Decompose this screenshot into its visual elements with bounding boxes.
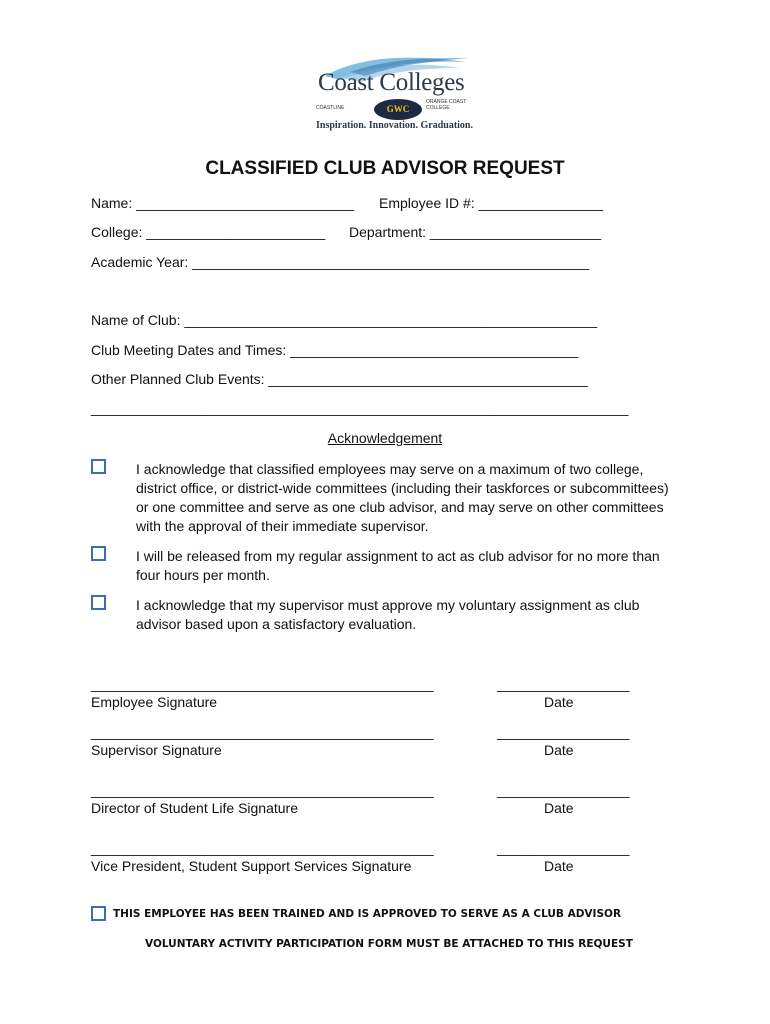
employee-date-label: Date — [544, 694, 574, 710]
department-field[interactable]: Department: ______________________ — [349, 224, 602, 240]
ack-2-text: I will be released from my regular assignment to act as club advisor for no more than four hours per month. — [136, 548, 660, 583]
ack-1-text: I acknowledge that classified employees may serve on a maximum of two college, district office, or district-wide committees (including their taskforces or subcommittees) or one committee and serve as one club advisor, and may serve on other committees with the approval of their immediate supervisor. — [136, 461, 669, 534]
coastline-mark: COASTLINE — [316, 105, 345, 111]
supervisor-signature-label: Supervisor Signature — [91, 742, 222, 758]
supervisor-date-line[interactable]: _________________ — [497, 724, 630, 740]
ack-2-checkbox[interactable] — [91, 546, 106, 561]
vp-date-label: Date — [544, 858, 574, 874]
other-events-field[interactable]: Other Planned Club Events: _________________________________________ — [91, 371, 588, 387]
logo-tagline: Inspiration. Innovation. Graduation. — [316, 120, 473, 131]
supervisor-signature-line[interactable]: ____________________________________________ — [91, 724, 434, 740]
director-signature-line[interactable]: ____________________________________________ — [91, 782, 434, 798]
ack-3-text: I acknowledge that my supervisor must approve my voluntary assignment as club advisor based upon a satisfactory evaluation. — [136, 597, 640, 632]
coast-colleges-logo — [310, 52, 480, 134]
footer-note: VOLUNTARY ACTIVITY PARTICIPATION FORM MUST BE ATTACHED TO THIS REQUEST — [145, 938, 633, 950]
approval-label: THIS EMPLOYEE HAS BEEN TRAINED AND IS APPROVED TO SERVE AS A CLUB ADVISOR — [113, 908, 622, 920]
acknowledgement-heading: Acknowledgement — [327, 430, 443, 446]
vp-signature-line[interactable]: ____________________________________________ — [91, 840, 434, 856]
form-title: CLASSIFIED CLUB ADVISOR REQUEST — [205, 158, 565, 179]
meeting-dates-field[interactable]: Club Meeting Dates and Times: _____________________________________ — [91, 342, 579, 358]
employee-date-line[interactable]: _________________ — [497, 676, 630, 692]
employee-id-field[interactable]: Employee ID #: ________________ — [379, 195, 604, 211]
vp-date-line[interactable]: _________________ — [497, 840, 630, 856]
other-events-extra-line[interactable]: _____________________________________________________________________ — [91, 400, 629, 416]
employee-signature-label: Employee Signature — [91, 694, 218, 710]
employee-signature-line[interactable]: ____________________________________________ — [91, 676, 434, 692]
name-field[interactable]: Name: ____________________________ — [91, 195, 355, 211]
supervisor-date-label: Date — [544, 742, 574, 758]
college-field[interactable]: College: _______________________ — [91, 224, 326, 240]
gwc-seal: GWC — [374, 99, 422, 120]
logo-college-row — [316, 99, 476, 121]
vp-signature-label: Vice President, Student Support Services Signature — [91, 858, 412, 874]
approval-checkbox[interactable] — [91, 906, 106, 921]
ack-3-checkbox[interactable] — [91, 595, 106, 610]
director-date-label: Date — [544, 800, 574, 816]
ack-1-checkbox[interactable] — [91, 459, 106, 474]
club-name-field[interactable]: Name of Club: _____________________________________________________ — [91, 312, 598, 328]
logo-title: Coast Colleges — [318, 69, 465, 96]
orange-coast-mark: ORANGE COAST COLLEGE — [426, 99, 467, 111]
academic-year-field[interactable]: Academic Year: ___________________________________________________ — [91, 254, 590, 270]
director-signature-label: Director of Student Life Signature — [91, 800, 299, 816]
director-date-line[interactable]: _________________ — [497, 782, 630, 798]
